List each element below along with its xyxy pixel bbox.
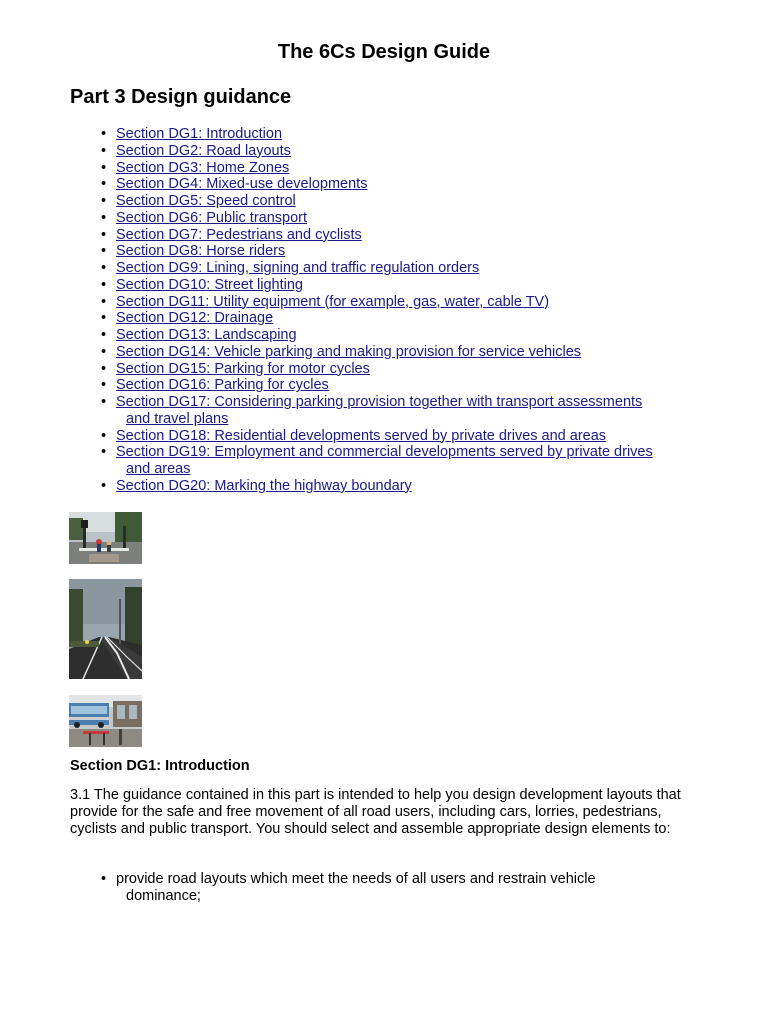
toc-link-dg8[interactable]: Section DG8: Horse riders xyxy=(116,243,286,260)
toc-item-dg16 xyxy=(70,377,710,394)
section-bullet-list xyxy=(70,871,700,905)
toc-item-dg6 xyxy=(70,210,710,227)
toc-item-dg10 xyxy=(70,277,710,294)
toc-link-dg5[interactable]: Section DG5: Speed control xyxy=(116,193,296,209)
street-crossing-photo xyxy=(69,512,142,564)
toc-item-dg9 xyxy=(70,260,710,277)
toc-link-dg3[interactable]: Section DG3: Home Zones xyxy=(116,159,290,176)
toc-link-dg11[interactable]: Section DG11: Utility equipment (for example, gas, water, cable TV) xyxy=(116,293,550,310)
toc-link-dg9[interactable]: Section DG9: Lining, signing and traffic regulation orders xyxy=(116,260,480,276)
toc-link-dg1[interactable]: Section DG1: Introduction xyxy=(116,126,283,142)
toc-item-dg1 xyxy=(70,126,710,143)
toc-item-dg5 xyxy=(70,193,710,210)
toc-link-dg19-line2: and areas xyxy=(126,461,191,477)
toc-link-dg7[interactable]: Section DG7: Pedestrians and cyclists xyxy=(116,226,362,243)
toc-item-dg19 xyxy=(70,444,710,478)
cycle-lane-road-photo xyxy=(69,579,142,679)
toc-item-dg2 xyxy=(70,143,710,160)
toc-item-dg8 xyxy=(70,243,710,260)
toc-item-dg12 xyxy=(70,310,710,327)
toc-link-dg17-line1: Section DG17: Considering parking provision together with transport assessments xyxy=(116,394,643,410)
section-bullet-line2: dominance; xyxy=(126,887,201,904)
toc-link-dg15[interactable]: Section DG15: Parking for motor cycles xyxy=(116,360,370,377)
toc-link-dg4[interactable]: Section DG4: Mixed-use developments xyxy=(116,176,368,193)
toc-link-dg6[interactable]: Section DG6: Public transport xyxy=(116,209,308,226)
toc-link-dg13[interactable]: Section DG13: Landscaping xyxy=(116,327,297,343)
section-bullet-item xyxy=(70,871,700,905)
toc-item-dg18 xyxy=(70,428,710,445)
toc-item-dg3 xyxy=(70,160,710,177)
toc-link-dg19-line1: Section DG19: Employment and commercial developments served by private drives xyxy=(116,444,653,461)
toc-link-dg12[interactable]: Section DG12: Drainage xyxy=(116,310,274,327)
toc-link-dg19[interactable] xyxy=(116,444,710,478)
toc-link-dg14[interactable]: Section DG14: Vehicle parking and making provision for service vehicles xyxy=(116,343,582,360)
toc-item-dg4 xyxy=(70,176,710,193)
bus-stop-photo xyxy=(69,695,142,747)
toc-link-dg17[interactable] xyxy=(116,394,710,428)
toc-link-dg10[interactable]: Section DG10: Street lighting xyxy=(116,276,303,293)
toc-item-dg17 xyxy=(70,394,710,428)
toc-item-dg15 xyxy=(70,361,710,378)
section-bullet-line1: provide road layouts which meet the needs of all users and restrain vehicle xyxy=(116,871,596,887)
section-paragraph: 3.1 The guidance contained in this part is intended to help you design development layouts that provide for the safe and free movement of all road users, including cars, lorries, pedestrians, cyclists and public transport. You should select and assemble appropriate design elements to: xyxy=(70,787,681,837)
toc-item-dg13 xyxy=(70,327,710,344)
section-heading: Section DG1: Introduction xyxy=(70,758,250,774)
part-heading: Part 3 Design guidance xyxy=(70,86,292,108)
toc-link-dg20[interactable]: Section DG20: Marking the highway boundary xyxy=(116,477,412,494)
toc-link-dg17-line2: and travel plans xyxy=(126,410,229,427)
toc-item-dg7 xyxy=(70,227,710,244)
document-title: The 6Cs Design Guide xyxy=(277,41,491,63)
toc-link-dg16[interactable]: Section DG16: Parking for cycles xyxy=(116,377,329,394)
toc-item-dg11 xyxy=(70,294,710,311)
toc-link-dg2[interactable]: Section DG2: Road layouts xyxy=(116,142,291,159)
table-of-contents xyxy=(70,126,710,495)
toc-item-dg20 xyxy=(70,478,710,495)
toc-item-dg14 xyxy=(70,344,710,361)
toc-link-dg18[interactable]: Section DG18: Residential developments served by private drives and areas xyxy=(116,427,607,444)
